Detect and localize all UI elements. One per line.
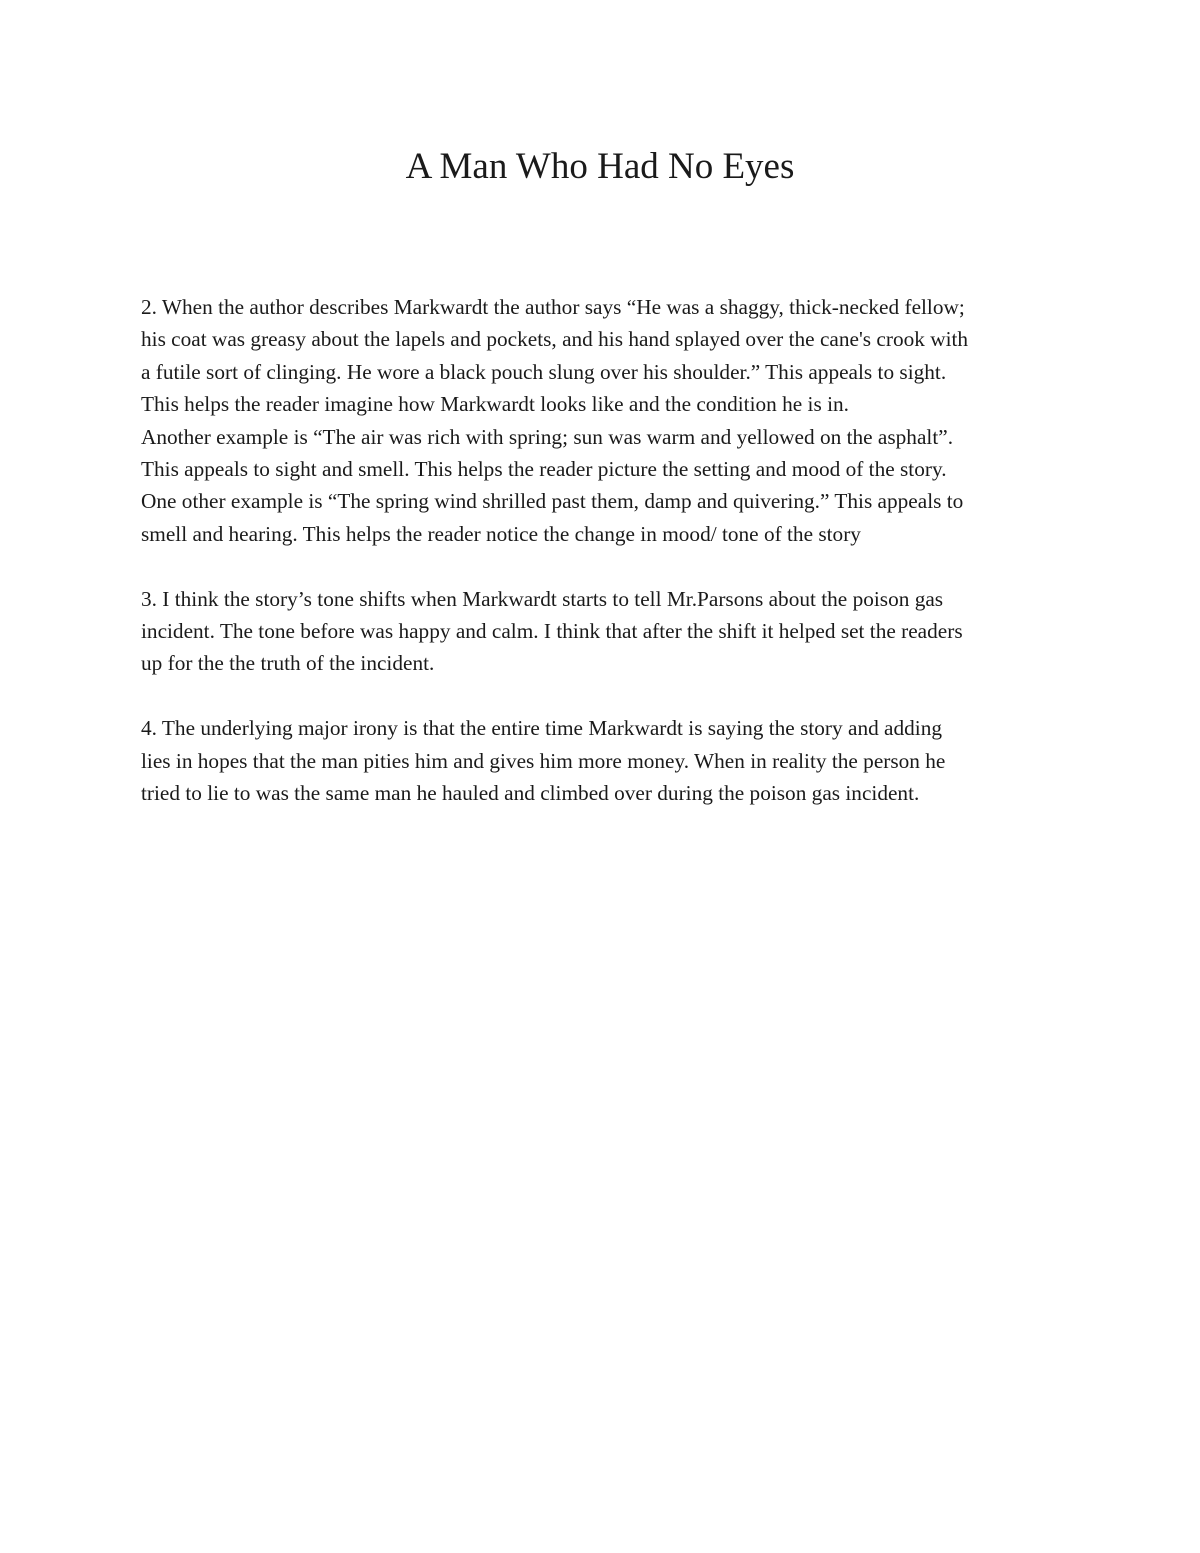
text-line: tried to lie to was the same man he hauled and climbed over during the poison gas incident. [141, 781, 920, 806]
document-body [141, 291, 1071, 809]
answer-paragraph-2 [141, 291, 1071, 550]
text-line: One other example is “The spring wind shrilled past them, damp and quivering.” This appeals to [141, 489, 964, 514]
text-line: his coat was greasy about the lapels and pockets, and his hand splayed over the cane's crook with [141, 327, 969, 352]
text-line: This appeals to sight and smell. This helps the reader picture the setting and mood of the story. [141, 457, 947, 482]
answer-paragraph-4 [141, 712, 1071, 809]
text-line: Another example is “The air was rich with spring; sun was warm and yellowed on the asphalt”. [141, 424, 954, 449]
paragraph-gap [141, 680, 1071, 712]
text-line: up for the the truth of the incident. [141, 651, 435, 676]
paragraph-gap [141, 550, 1071, 582]
text-line: This helps the reader imagine how Markwardt looks like and the condition he is in. [141, 392, 849, 417]
document-title: A Man Who Had No Eyes [405, 146, 795, 187]
text-line: incident. The tone before was happy and calm. I think that after the shift it helped set the readers [141, 619, 963, 644]
text-line: a futile sort of clinging. He wore a black pouch slung over his shoulder.” This appeals to sight. [141, 359, 947, 384]
text-line: 2. When the author describes Markwardt the author says “He was a shaggy, thick-necked fellow; [141, 295, 965, 319]
answer-paragraph-3 [141, 583, 1071, 680]
text-line: 4. The underlying major irony is that the entire time Markwardt is saying the story and adding [141, 716, 943, 741]
text-line: lies in hopes that the man pities him and gives him more money. When in reality the person he [141, 748, 946, 773]
text-line: 3. I think the story’s tone shifts when Markwardt starts to tell Mr.Parsons about the poison gas [141, 586, 944, 611]
text-line: smell and hearing. This helps the reader notice the change in mood/ tone of the story [141, 521, 861, 546]
